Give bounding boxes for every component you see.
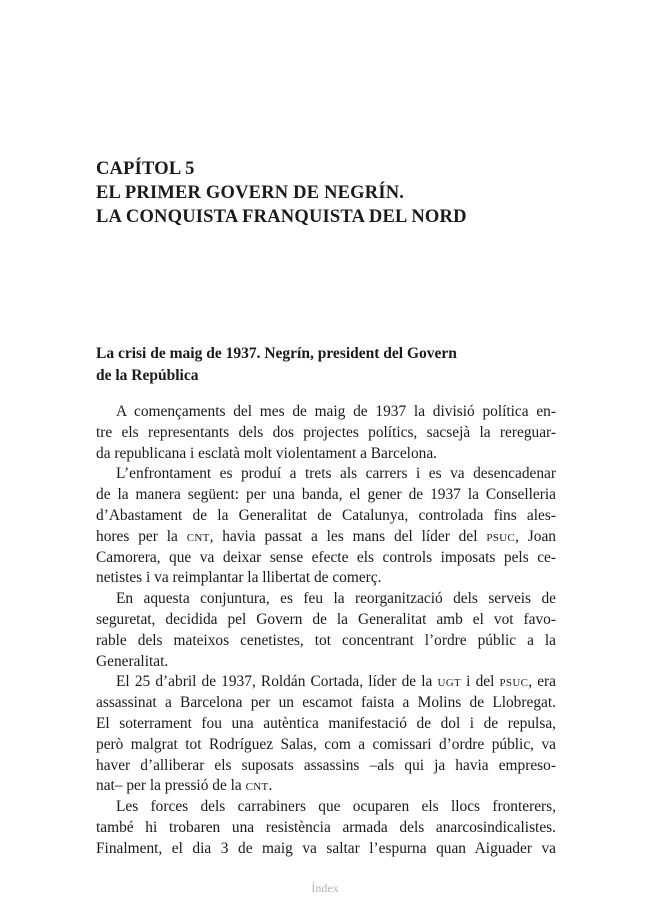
text-line: tre els representants dels dos projectes polítics, sacsejà la rereguar- [96,423,556,441]
text-line [96,776,556,797]
text-line: seguretat, decidida pel Govern de la Generalitat amb el vot favo- [96,610,556,628]
chapter-heading [96,157,566,229]
text-line: però malgrat tot Rodríguez Salas, com a comissari d’ordre públic, va [96,735,556,753]
text-line: Camorera, que va deixar sense efecte els controls imposats pels ce- [96,548,556,566]
paragraph-3 [96,589,556,672]
text-fragment: El 25 d’abril de 1937, Roldán Cortada, líder de la [116,673,438,691]
body-text [96,402,556,860]
paragraph-5 [96,797,556,859]
acronym-psuc: psuc [486,527,516,545]
acronym-cnt: cnt [186,527,210,545]
text-fragment: , Joan [515,527,556,545]
text-line: Finalment, el dia 3 de maig va saltar l’espurna quan Aiguader va [96,839,556,857]
text-fragment: nat– per la pressió de la [96,777,246,795]
text-line: A començaments del mes de maig de 1937 la divisió política en- [116,403,556,420]
acronym-cnt: cnt [245,777,269,795]
paragraph-1 [96,402,556,464]
text-line: també hi trobaren una resistència armada dels anarcosindicalistes. [96,818,556,836]
chapter-title-line-2: LA CONQUISTA FRANQUISTA DEL NORD [96,207,467,227]
text-fragment: , havia passat a les mans del líder del [209,527,487,545]
text-line: El soterrament fou una autèntica manifestació de dol i de repulsa, [96,714,556,732]
text-line: Les forces dels carrabiners que ocuparen els llocs fronterers, [116,798,556,816]
text-line: da republicana i esclatà molt violentament a Barcelona. [96,444,438,462]
text-fragment: , era [528,673,557,691]
text-fragment: i del [461,673,500,691]
text-line: netistes i va reimplantar la llibertat de comerç. [96,569,382,587]
text-line: haver d’alliberar els suposats assassins –als qui ja havia empreso- [96,756,556,774]
text-line: d’Abastament de la Generalitat de Catalunya, controlada fins ales- [96,506,556,524]
text-line: de la manera següent: per una banda, el gener de 1937 la Conselleria [96,486,556,504]
text-line: Generalitat. [96,652,169,670]
section-title-line-2: de la República [96,367,199,384]
acronym-ugt: ugt [437,673,462,691]
text-line [96,672,556,693]
text-line: L’enfrontament es produí a trets als carrers i es va desencadenar [116,465,556,483]
chapter-title-line-1: EL PRIMER GOVERN DE NEGRÍN. [96,183,405,203]
section-title-line-1: La crisi de maig de 1937. Negrín, president del Govern [96,345,457,362]
text-line: rable dels mateixos cenetistes, tot concentrant l’ordre públic a la [96,631,556,649]
text-line [96,527,556,548]
text-fragment: . [268,777,273,795]
chapter-number: CAPÍTOL 5 [96,159,195,179]
paragraph-4 [96,672,556,797]
section-title [96,343,566,387]
text-line: assassinat a Barcelona per un escamot faista a Molins de Llobregat. [96,694,556,712]
text-line: En aquesta conjuntura, es feu la reorganització dels serveis de [116,590,556,608]
text-fragment: hores per la [96,527,187,545]
index-link[interactable]: Índex [311,881,339,895]
paragraph-2 [96,464,556,589]
acronym-psuc: psuc [499,673,529,691]
